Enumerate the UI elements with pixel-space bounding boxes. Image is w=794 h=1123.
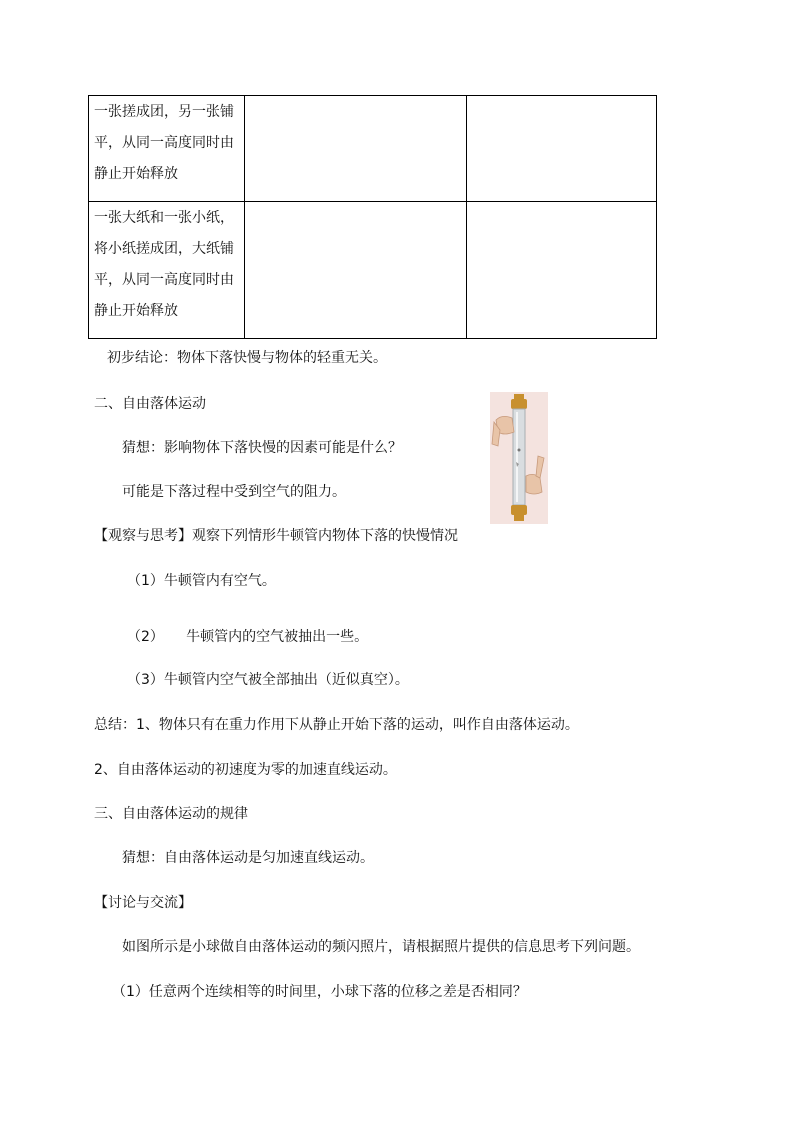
observe-title: 【观察与思考】观察下列情形牛顿管内物体下落的快慢情况 xyxy=(94,528,458,544)
case-2: （2） 牛顿管内的空气被抽出一些。 xyxy=(127,629,369,645)
section-2-title: 二、自由落体运动 xyxy=(94,396,206,412)
table-cell-observation xyxy=(245,202,467,339)
newton-tube-image xyxy=(490,392,548,524)
guess-2: 猜想：自由落体运动是匀加速直线运动。 xyxy=(122,850,374,866)
table-row xyxy=(89,202,657,339)
guess-1: 猜想：影响物体下落快慢的因素可能是什么？ xyxy=(122,440,402,456)
guess-1-answer: 可能是下落过程中受到空气的阻力。 xyxy=(122,484,346,500)
question-1: （1）任意两个连续相等的时间里，小球下落的位移之差是否相同？ xyxy=(112,984,527,1000)
summary-1: 总结：1、物体只有在重力作用下从静止开始下落的运动，叫作自由落体运动。 xyxy=(94,717,579,733)
case-3: （3）牛顿管内空气被全部抽出（近似真空）。 xyxy=(127,672,409,688)
table-cell-observation xyxy=(245,96,467,202)
discuss-title: 【讨论与交流】 xyxy=(94,895,192,911)
experiment-table xyxy=(88,95,657,339)
discuss-body: 如图所示是小球做自由落体运动的频闪照片，请根据照片提供的信息思考下列问题。 xyxy=(122,939,640,955)
table-cell-reason xyxy=(467,202,657,339)
table-cell-condition: 一张搓成团，另一张铺 平，从同一高度同时由 静止开始释放 xyxy=(89,96,245,202)
summary-2: 2、自由落体运动的初速度为零的加速直线运动。 xyxy=(94,762,397,778)
case-1: （1）牛顿管内有空气。 xyxy=(127,573,276,589)
newton-tube-icon xyxy=(490,392,548,524)
table-row xyxy=(89,96,657,202)
table-cell-reason xyxy=(467,96,657,202)
table-cell-condition: 一张大纸和一张小纸， 将小纸搓成团，大纸铺 平，从同一高度同时由 静止开始释放 xyxy=(89,202,245,339)
conclusion-text: 初步结论：物体下落快慢与物体的轻重无关。 xyxy=(107,350,387,366)
section-3-title: 三、自由落体运动的规律 xyxy=(94,806,248,822)
